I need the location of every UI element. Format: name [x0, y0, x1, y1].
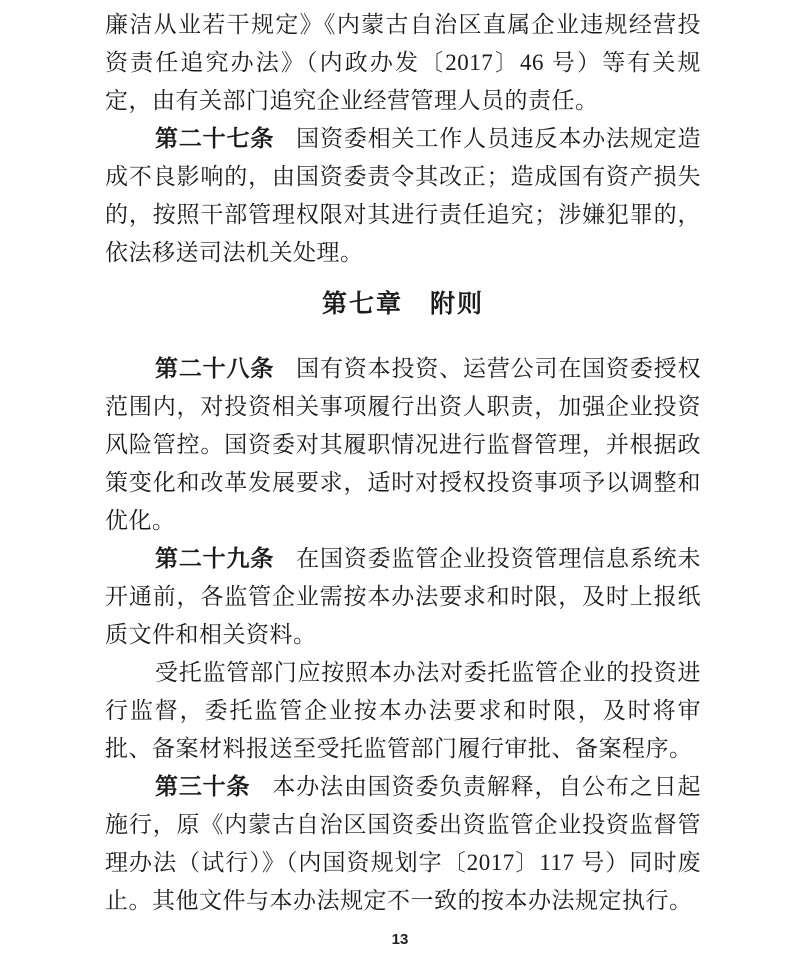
paragraph-text: 本办法由国资委负责解释，自公布之日起施行，原《内蒙古自治区国资委出资监管企业投资监督管理办法（试行）》（内国资规划字〔2017〕117 号）同时废止。其他文件与本办法规定不一致的按本办法规定执行。 [105, 774, 702, 913]
paragraph-text: 在国资委监管企业投资管理信息系统未开通前，各监管企业需按本办法要求和时限，及时上报纸质文件和相关资料。 [105, 546, 702, 647]
chapter-heading: 第七章 附则 [321, 291, 484, 318]
paragraph-entrusted-supervision [105, 654, 701, 768]
article-number-label: 第三十条 [155, 774, 251, 799]
paragraph-article-27 [105, 120, 701, 272]
paragraph-article-29 [105, 540, 701, 654]
paragraph-article-30 [105, 768, 701, 920]
article-number-label: 第二十七条 [155, 126, 275, 151]
paragraph-article-28 [105, 350, 701, 540]
page-number: 13 [391, 931, 409, 948]
article-number-label: 第二十九条 [155, 546, 275, 571]
paragraph-text: 国有资本投资、运营公司在国资委授权范围内，对投资相关事项履行出资人职责，加强企业投资风险管控。国资委对其履职情况进行监督管理，并根据政策变化和改革发展要求，适时对授权投资事项予以调整和优化。 [105, 356, 702, 533]
paragraph-text: 国资委相关工作人员违反本办法规定造成不良影响的，由国资委责令其改正；造成国有资产损失的，按照干部管理权限对其进行责任追究；涉嫌犯罪的，依法移送司法机关处理。 [105, 126, 702, 265]
paragraph-text: 受托监管部门应按照本办法对委托监管企业的投资进行监督，委托监管企业按本办法要求和时限，及时将审批、备案材料报送至受托监管部门履行审批、备案程序。 [105, 660, 701, 761]
article-number-label: 第二十八条 [155, 356, 275, 381]
paragraph-continuation [105, 6, 701, 120]
paragraph-text: 廉洁从业若干规定》《内蒙古自治区直属企业违规经营投资责任追究办法》（内政办发〔2017〕46 号）等有关规定，由有关部门追究企业经营管理人员的责任。 [105, 12, 701, 113]
